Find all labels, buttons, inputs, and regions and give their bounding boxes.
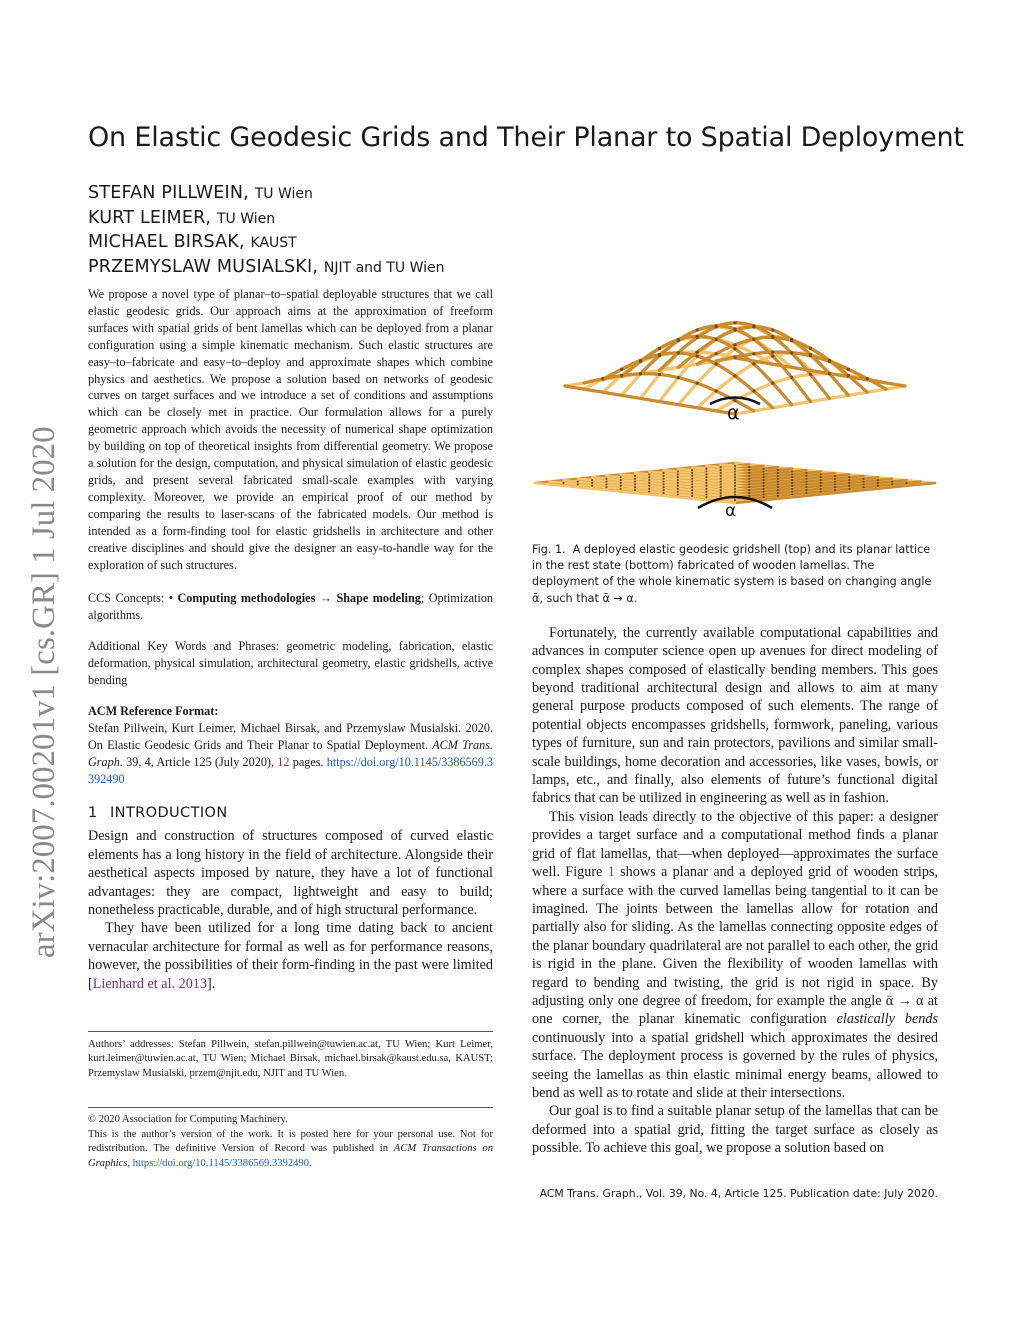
body-text: shows a planar and a deployed grid of wooden strips, where a surface with the curved lamellas being tangential to it can be imagined. The joints between the lamellas allow for rotation and partially also for sliding. As the lamellas connecting opposite edges of the planar boundary quadrilateral are not parallel to each other, the grid is rigid in the plane. Given the flexibility of wooden lamellas with regard to bending and twisting, the grid is not rigid in space. By adjusting only one degree of freedom, for example the angle ᾱ → α at one corner, the planar kinematic configuration: [532, 864, 939, 1028]
lattice-joint: [805, 483, 807, 485]
dome-lamella-segment: [778, 388, 785, 396]
deployed-gridshell: [565, 321, 905, 414]
author-line: [88, 231, 508, 256]
dome-joint: [639, 372, 642, 375]
lattice-joint: [734, 485, 736, 487]
figure-ref-link[interactable]: 1: [607, 864, 615, 881]
lattice-joint: [748, 492, 750, 494]
lattice-joint: [705, 485, 707, 487]
author-affiliation: KAUST: [250, 235, 297, 251]
lattice-joint: [734, 476, 736, 478]
lattice-joint: [762, 482, 764, 484]
lattice-joint: [648, 488, 650, 490]
lattice-joint: [777, 495, 779, 497]
dome-joint: [620, 374, 623, 377]
dome-joint: [847, 368, 850, 371]
dome-joint: [790, 351, 793, 354]
lattice-joint: [662, 483, 664, 485]
dome-lamella-segment: [822, 389, 829, 398]
author-name: STEFAN PILLWEIN,: [88, 183, 249, 203]
lattice-joint: [562, 482, 564, 484]
lattice-joint: [848, 488, 850, 490]
lattice-joint: [791, 490, 793, 492]
lattice-joint: [662, 475, 664, 477]
lattice-joint: [691, 475, 693, 477]
lattice-joint: [577, 483, 579, 485]
right-column: [532, 286, 938, 1158]
copyright-venue: ACM Transactions on Graphics: [88, 1143, 493, 1169]
intro-text-end: ].: [206, 975, 216, 992]
body-paragraph: Fortunately, the currently available computational capabilities and advances in computer science open up avenues for direct modeling of complex shapes composed of elastically bending members. This goes beyond traditional architectural design and allows to aim at many general purpose products composed of such elements. The range of potential objects encompasses gridshells, formwork, paneling, various types of furniture, sun and rain protectors, pavilions and similar small-scale buildings, home decoration and accessories, like vases, bowls, or lamps, etc., and finally, also elements of future’s functional digital fabrics that can be utilized in engineering as well as in fashion.: [532, 624, 938, 807]
reference-pages-link[interactable]: 12: [277, 755, 290, 770]
lattice-joint: [662, 472, 664, 474]
body-paragraph: [532, 808, 938, 1103]
copyright-end: .: [309, 1157, 312, 1169]
lattice-joint: [605, 486, 607, 488]
copyright-notice: © 2020 Association for Computing Machinery. This is the author’s version of the work. It is posted here for your personal use. Not for redistribution. The definitive Version of Record was published in ACM Transactions on Graphics, https://doi.org/10.1145/3386569.3392490.: [88, 1114, 493, 1169]
dome-joint: [752, 389, 755, 392]
lattice-joint: [834, 486, 836, 488]
lattice-joint: [734, 468, 736, 470]
dome-joint: [620, 368, 623, 371]
lattice-joint: [777, 480, 779, 482]
dome-joint: [752, 362, 755, 365]
lattice-joint: [762, 488, 764, 490]
lattice-joint: [777, 486, 779, 488]
gridshell-figure: [532, 286, 938, 530]
arxiv-stamp: arXiv:2007.00201v1 [cs.GR] 1 Jul 2020: [26, 426, 62, 958]
lattice-joint: [720, 489, 722, 491]
lattice-joint: [620, 488, 622, 490]
lattice-joint: [834, 489, 836, 491]
lattice-joint: [591, 479, 593, 481]
ccs-term: Shape modeling: [336, 591, 421, 606]
lattice-joint: [691, 472, 693, 474]
dome-lamella-segment: [685, 388, 692, 396]
lattice-joint: [734, 482, 736, 484]
lattice-joint: [748, 475, 750, 477]
lattice-joint: [705, 496, 707, 498]
lattice-joint: [691, 492, 693, 494]
reference-details: 39, 4, Article 125 (July 2020),: [126, 755, 275, 770]
reference-pages-word: pages.: [292, 755, 324, 770]
dome-joint: [715, 324, 718, 327]
lattice-joint: [762, 479, 764, 481]
lattice-joint: [677, 479, 679, 481]
dome-joint: [828, 359, 831, 362]
author-name: MICHAEL BIRSAK,: [88, 232, 245, 252]
caption-prefix: Fig. 1.: [532, 543, 566, 556]
lattice-joint: [705, 490, 707, 492]
reference-heading: ACM Reference Format:: [88, 704, 219, 719]
lattice-joint: [662, 480, 664, 482]
dome-lamella-segment: [796, 383, 803, 392]
lattice-joint: [634, 478, 636, 480]
dome-joint: [696, 354, 699, 357]
lattice-joint: [905, 482, 907, 484]
lattice-joint: [848, 479, 850, 481]
alpha-label-planar: α: [725, 501, 737, 521]
dome-lamella-segment: [629, 379, 636, 387]
lattice-joint: [705, 479, 707, 481]
lattice-joint: [777, 469, 779, 471]
paper-title: On Elastic Geodesic Grids and Their Planar to Spatial Deployment: [88, 122, 964, 153]
lattice-joint: [734, 473, 736, 475]
lattice-joint: [820, 482, 822, 484]
lattice-joint: [605, 483, 607, 485]
lattice-joint: [762, 496, 764, 498]
lattice-joint: [805, 475, 807, 477]
body-text: This vision leads directly to the objective of this paper: a designer provides a target surface and a computational method finds a planar grid of flat lamellas, that—when deployed—approximates the surface well. Figure: [532, 808, 938, 881]
dome-lamella-segment: [834, 379, 841, 387]
lattice-joint: [777, 492, 779, 494]
lattice-joint: [648, 476, 650, 478]
lattice-joint: [677, 473, 679, 475]
lattice-joint: [791, 482, 793, 484]
lattice-joint: [605, 480, 607, 482]
ccs-arrow: →: [319, 591, 332, 606]
dome-joint: [809, 347, 812, 350]
lattice-joint: [848, 476, 850, 478]
section-heading: [88, 805, 493, 821]
copyright-text: This is the author’s version of the work. It is posted here for your personal use. Not for redistribution. The definitive Version of Record was published in: [88, 1128, 493, 1155]
lattice-joint: [720, 469, 722, 471]
dome-joint: [771, 354, 774, 357]
lattice-joint: [805, 486, 807, 488]
dome-lamella-segment: [841, 387, 848, 395]
lattice-joint: [691, 486, 693, 488]
dome-lamella-segment: [803, 392, 810, 401]
lattice-joint: [791, 493, 793, 495]
copyright-line: © 2020 Association for Computing Machinery.: [88, 1114, 288, 1126]
dome-joint: [715, 362, 718, 365]
footnote-rule: [88, 1031, 493, 1032]
dome-joint: [809, 353, 812, 356]
lattice-joint: [748, 466, 750, 468]
lattice-joint: [734, 490, 736, 492]
dome-joint: [658, 347, 661, 350]
dome-joint: [790, 376, 793, 379]
lattice-joint: [648, 479, 650, 481]
figure-caption: [532, 542, 938, 607]
intro-paragraph: Design and construction of structures composed of curved elastic elements has a long history in the field of architecture. Alongside their aesthetical aspects imposed by nature, they have a lot of functional advantages: they are compact, lightweight and easy to build; nonetheless practicable, durable, and of high structural performance.: [88, 828, 493, 919]
lattice-joint: [691, 480, 693, 482]
lattice-joint: [805, 480, 807, 482]
left-column: [88, 286, 493, 1171]
lattice-joint: [705, 482, 707, 484]
dome-joint: [771, 350, 774, 353]
lattice-joint: [762, 476, 764, 478]
dome-joint: [658, 373, 661, 376]
dome-joint: [601, 377, 604, 380]
dome-joint: [866, 377, 869, 380]
lattice-joint: [877, 482, 879, 484]
lattice-joint: [620, 482, 622, 484]
dome-joint: [733, 347, 736, 350]
author-affiliation: TU Wien: [254, 186, 313, 202]
lattice-joint: [891, 483, 893, 485]
lattice-joint: [791, 476, 793, 478]
lattice-joint: [862, 486, 864, 488]
lattice-joint: [705, 468, 707, 470]
author-line: [88, 207, 508, 232]
lattice-joint: [791, 473, 793, 475]
lattice-joint: [877, 479, 879, 481]
copyright-doi-link[interactable]: https://doi.org/10.1145/3386569.3392490: [132, 1157, 310, 1169]
lattice-joint: [691, 495, 693, 497]
lattice-joint: [820, 488, 822, 490]
dome-joint: [715, 352, 718, 355]
lattice-joint: [677, 482, 679, 484]
dome-joint: [677, 376, 680, 379]
lattice-joint: [805, 478, 807, 480]
lattice-joint: [877, 485, 879, 487]
lattice-joint: [677, 493, 679, 495]
lattice-joint: [748, 495, 750, 497]
author-list: [88, 182, 508, 280]
lattice-joint: [677, 470, 679, 472]
lattice-joint: [705, 493, 707, 495]
section-number: 1: [88, 805, 98, 822]
lattice-joint: [805, 472, 807, 474]
lattice-joint: [677, 490, 679, 492]
author-name: KURT LEIMER,: [88, 207, 212, 228]
body-text: continuously into a spatial gridshell which approximates the desired surface. The deployment process is governed by the rules of physics, seeing the lamellas as thin elastic minimal energy beams, allowed to bend as well as to rotate and slide at their intersections.: [532, 1029, 938, 1101]
lattice-joint: [705, 476, 707, 478]
lattice-joint: [705, 470, 707, 472]
lattice-joint: [677, 485, 679, 487]
lattice-joint: [834, 483, 836, 485]
lattice-joint: [777, 478, 779, 480]
dome-joint: [677, 338, 680, 341]
lattice-joint: [677, 488, 679, 490]
page-footer: ACM Trans. Graph., Vol. 39, No. 4, Article 125. Publication date: July 2020.: [539, 1187, 938, 1200]
lattice-joint: [620, 479, 622, 481]
dome-joint: [771, 382, 774, 385]
dome-joint: [658, 353, 661, 356]
lattice-joint: [820, 476, 822, 478]
citation-link[interactable]: Lienhard et al. 2013: [92, 975, 207, 992]
lattice-joint: [762, 473, 764, 475]
lattice-joint: [577, 480, 579, 482]
lattice-joint: [805, 492, 807, 494]
lattice-joint: [691, 483, 693, 485]
lattice-joint: [762, 468, 764, 470]
lattice-joint: [762, 485, 764, 487]
dome-joint: [639, 359, 642, 362]
lattice-joint: [848, 482, 850, 484]
caption-text: A deployed elastic geodesic gridshell (top) and its planar lattice in the rest state (bottom) fabricated of wooden lamellas. The deployment of the whole kinematic system is based on changing angle ᾱ, such that ᾱ → α.: [532, 543, 932, 605]
lattice-joint: [648, 482, 650, 484]
intro-paragraph: [88, 919, 493, 993]
lattice-joint: [748, 478, 750, 480]
lattice-joint: [777, 472, 779, 474]
lattice-joint: [748, 486, 750, 488]
dome-lamella-segment: [815, 380, 822, 389]
lattice-joint: [862, 478, 864, 480]
dome-joint: [847, 374, 850, 377]
lattice-joint: [848, 485, 850, 487]
lattice-joint: [634, 483, 636, 485]
dome-joint: [696, 328, 699, 331]
dome-joint: [771, 328, 774, 331]
lattice-joint: [705, 473, 707, 475]
keywords: Additional Key Words and Phrases: geometric modeling, fabrication, elastic deformation, physical simulation, architectural geometry, elastic gridshells, active bending: [88, 639, 493, 688]
lattice-joint: [591, 482, 593, 484]
lattice-joint: [777, 483, 779, 485]
lattice-joint: [834, 478, 836, 480]
intro-text: They have been utilized for a long time dating back to ancient vernacular architecture for formal as well as for performance reasons, however, the possibilities of their form-finding in the past were limited [: [88, 920, 493, 992]
reference-doi-link[interactable]: https://doi.org/10.1145/3386569.3392490: [88, 755, 494, 787]
lattice-joint: [720, 483, 722, 485]
lattice-joint: [720, 478, 722, 480]
lattice-joint: [820, 479, 822, 481]
author-line: [88, 256, 508, 281]
lattice-joint: [791, 485, 793, 487]
acm-reference: [88, 703, 493, 788]
lattice-joint: [662, 492, 664, 494]
dome-joint: [809, 373, 812, 376]
lattice-joint: [634, 489, 636, 491]
lattice-joint: [691, 478, 693, 480]
lattice-joint: [762, 493, 764, 495]
lattice-joint: [720, 475, 722, 477]
lattice-joint: [691, 469, 693, 471]
lattice-joint: [677, 476, 679, 478]
lattice-joint: [834, 480, 836, 482]
lattice-joint: [834, 475, 836, 477]
dome-lamella-segment: [648, 380, 655, 389]
dome-joint: [696, 335, 699, 338]
dome-lamella-segment: [667, 383, 674, 392]
ccs-concepts: [88, 590, 493, 624]
lattice-joint: [820, 485, 822, 487]
lattice-joint: [748, 472, 750, 474]
dome-joint: [715, 389, 718, 392]
reference-journal: ACM Trans. Graph.: [88, 738, 494, 770]
dome-lamella-segment: [898, 385, 905, 386]
lattice-joint: [791, 470, 793, 472]
dome-joint: [771, 335, 774, 338]
dome-joint: [790, 338, 793, 341]
dome-joint: [733, 327, 736, 330]
lattice-joint: [662, 478, 664, 480]
author-affiliation: TU Wien: [216, 210, 276, 227]
lattice-joint: [720, 486, 722, 488]
dome-joint: [733, 343, 736, 346]
dome-joint: [715, 338, 718, 341]
lattice-joint: [634, 475, 636, 477]
lattice-joint: [777, 489, 779, 491]
copyright-rule: [88, 1107, 493, 1108]
dome-lamella-segment: [785, 396, 792, 404]
lattice-joint: [720, 480, 722, 482]
lattice-joint: [734, 488, 736, 490]
section-title: INTRODUCTION: [110, 805, 228, 822]
lattice-joint: [748, 480, 750, 482]
author-affiliation: NJIT and TU Wien: [323, 259, 445, 276]
lattice-joint: [620, 476, 622, 478]
lattice-joint: [648, 490, 650, 492]
dome-joint: [752, 338, 755, 341]
lattice-joint: [662, 489, 664, 491]
dome-joint: [752, 324, 755, 327]
lattice-joint: [662, 486, 664, 488]
lattice-joint: [805, 489, 807, 491]
ccs-label: CCS Concepts: •: [88, 591, 173, 606]
lattice-joint: [762, 490, 764, 492]
lattice-joint: [591, 485, 593, 487]
lattice-joint: [705, 488, 707, 490]
lattice-joint: [791, 479, 793, 481]
lattice-joint: [820, 473, 822, 475]
lattice-joint: [734, 479, 736, 481]
ccs-term: Computing methodologies: [177, 591, 316, 606]
lattice-joint: [734, 470, 736, 472]
lattice-joint: [748, 469, 750, 471]
reference-authors: Stefan Pillwein, Kurt Leimer, Michael Birsak, and Przemyslaw Musialski. 2020. On Elastic Geodesic Grids and Their Planar to Spatial Deployment.: [88, 721, 493, 753]
dome-joint: [696, 382, 699, 385]
ccs-rest: ; Optimization algorithms.: [88, 591, 494, 623]
lattice-joint: [720, 492, 722, 494]
body-emphasis: elastically bends: [836, 1011, 938, 1028]
authors-addresses: Authors’ addresses: Stefan Pillwein, stefan.pillwein@tuwien.ac.at, TU Wien; Kurt Leimer, kurt.leimer@tuwien.ac.at, TU Wien; Michael Birsak, michael.birsak@kaust.edu.sa, KAUST; Przemyslaw Musialski, przem@njit.edu, NJIT and TU Wien.: [88, 1039, 493, 1079]
dome-joint: [733, 374, 736, 377]
abstract: We propose a novel type of planar–to–spatial deployable structures that we call elastic geodesic grids. Our approach aims at the approximation of freeform surfaces with spatial grids of bent lamellas which can be deployed from a planar configuration using a simple kinematic mechanism. Such elastic structures are easy–to–fabricate and easy–to–deploy and approximate shapes which combine physics and aesthetics. We propose a solution based on networks of geodesic curves on target surfaces and we introduce a set of conditions and assumptions which can be closely met in practice. Our formulation allows for a purely geometric approach which avoids the necessity of numerical shape optimization by building on top of theoretical insights from differential geometry. We propose a solution for the design, computation, and physical simulation of elastic geodesic grids, and present several fabricated small-scale examples with varying complexity. Moreover, we provide an empirical proof of our method by comparing the results to laser-scans of the fabricated models. Our method is intended as a form-finding tool for elastic gridshells in architecture and other creative disciplines and should give the designer an easy-to-handle way for the exploration of such structures.: [88, 287, 493, 572]
lattice-joint: [734, 493, 736, 495]
lattice-joint: [791, 488, 793, 490]
dome-joint: [677, 351, 680, 354]
dome-joint: [696, 350, 699, 353]
lattice-joint: [720, 472, 722, 474]
lattice-joint: [691, 489, 693, 491]
lattice-joint: [748, 483, 750, 485]
lattice-joint: [634, 486, 636, 488]
lattice-joint: [605, 478, 607, 480]
lattice-joint: [891, 480, 893, 482]
lattice-joint: [762, 470, 764, 472]
dome-joint: [828, 372, 831, 375]
lattice-joint: [777, 475, 779, 477]
lattice-joint: [620, 485, 622, 487]
lattice-joint: [720, 495, 722, 497]
lattice-joint: [648, 485, 650, 487]
lattice-joint: [820, 490, 822, 492]
author-line: [88, 182, 508, 207]
lattice-joint: [734, 465, 736, 467]
dome-joint: [733, 321, 736, 324]
author-name: PRZEMYSLAW MUSIALSKI,: [88, 256, 319, 277]
lattice-joint: [748, 489, 750, 491]
dome-joint: [752, 352, 755, 355]
dome-joint: [733, 355, 736, 358]
alpha-label-deployed: α: [727, 402, 740, 424]
lattice-joint: [720, 466, 722, 468]
lattice-joint: [648, 473, 650, 475]
body-paragraph: Our goal is to find a suitable planar setup of the lamellas that can be deformed into a spatial grid, fitting the target surface as closely as possible. To achieve this goal, we propose a solution based on: [532, 1103, 938, 1157]
lattice-joint: [634, 480, 636, 482]
lattice-joint: [862, 483, 864, 485]
lattice-joint: [862, 480, 864, 482]
